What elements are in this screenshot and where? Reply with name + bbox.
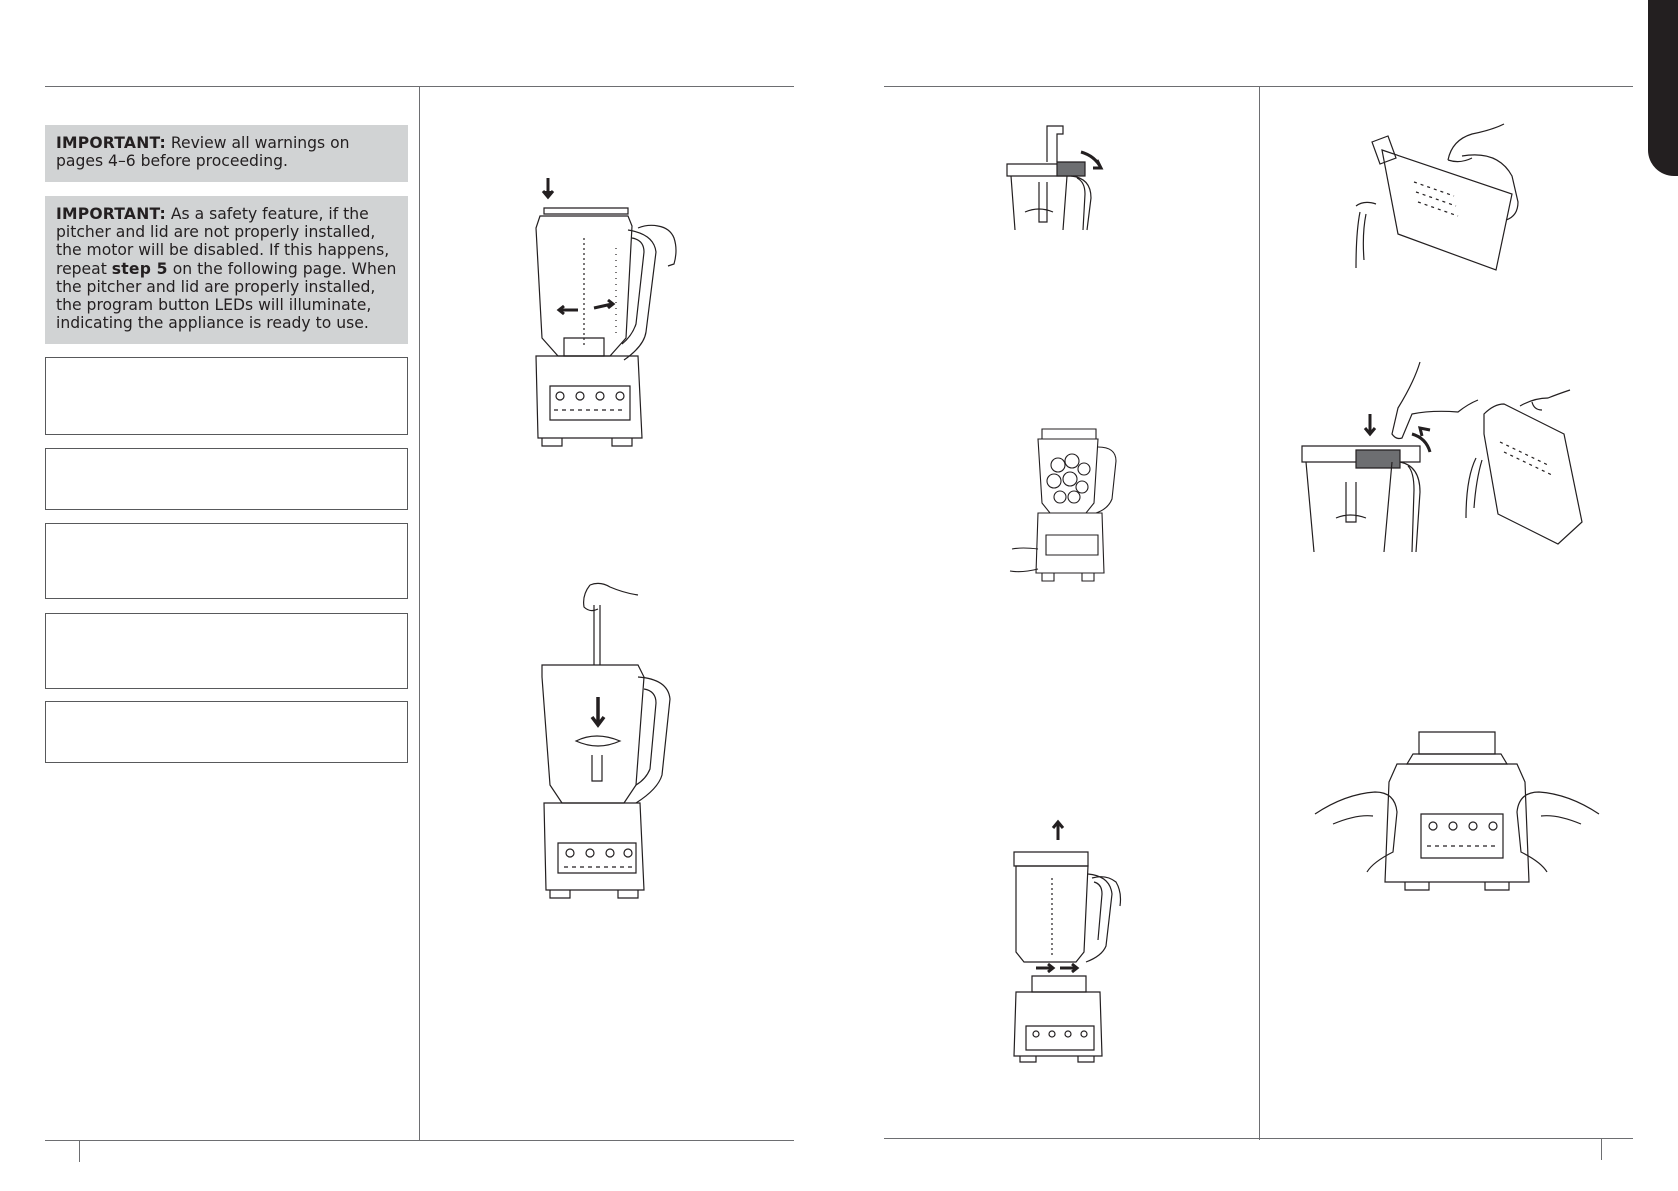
column-divider-right bbox=[1259, 86, 1260, 1140]
bottom-rule-left bbox=[45, 1140, 794, 1141]
empty-box-1 bbox=[45, 357, 408, 435]
empty-box-5 bbox=[45, 701, 408, 763]
illustration-fill-pitcher bbox=[1008, 425, 1118, 585]
illustration-lid-latch bbox=[1005, 122, 1115, 230]
important-label: IMPORTANT: bbox=[56, 205, 166, 223]
illustration-pour bbox=[1352, 122, 1538, 272]
step-reference: step 5 bbox=[111, 259, 168, 278]
column-divider-left bbox=[419, 86, 420, 1140]
illustration-lift-base bbox=[1313, 730, 1601, 894]
empty-box-4 bbox=[45, 613, 408, 689]
folio-tick-right bbox=[1601, 1138, 1602, 1160]
notice-text: Review all warnings on pages 4–6 before proceeding. bbox=[56, 134, 350, 171]
important-notice-warnings bbox=[45, 125, 408, 182]
empty-box-3 bbox=[45, 523, 408, 599]
section-thumb-tab bbox=[1648, 0, 1678, 176]
important-label: IMPORTANT: bbox=[56, 134, 166, 152]
folio-tick-left bbox=[79, 1140, 80, 1162]
notice-text: As a safety feature, if the pitcher and lid are not properly installed, the motor will be disabled. If this happens, repeat bbox=[56, 205, 390, 278]
illustration-insert-blade bbox=[540, 585, 688, 910]
illustration-install-pitcher bbox=[528, 178, 688, 450]
notice-text-continued: on the following page. When the pitcher and lid are properly installed, the program button LEDs will illuminate, indicating the appliance is ready to use. bbox=[56, 259, 397, 333]
illustration-remove-pitcher bbox=[1010, 818, 1125, 1068]
empty-box-2 bbox=[45, 448, 408, 510]
important-notice-safety bbox=[45, 196, 408, 344]
illustration-release-lid bbox=[1300, 362, 1600, 552]
